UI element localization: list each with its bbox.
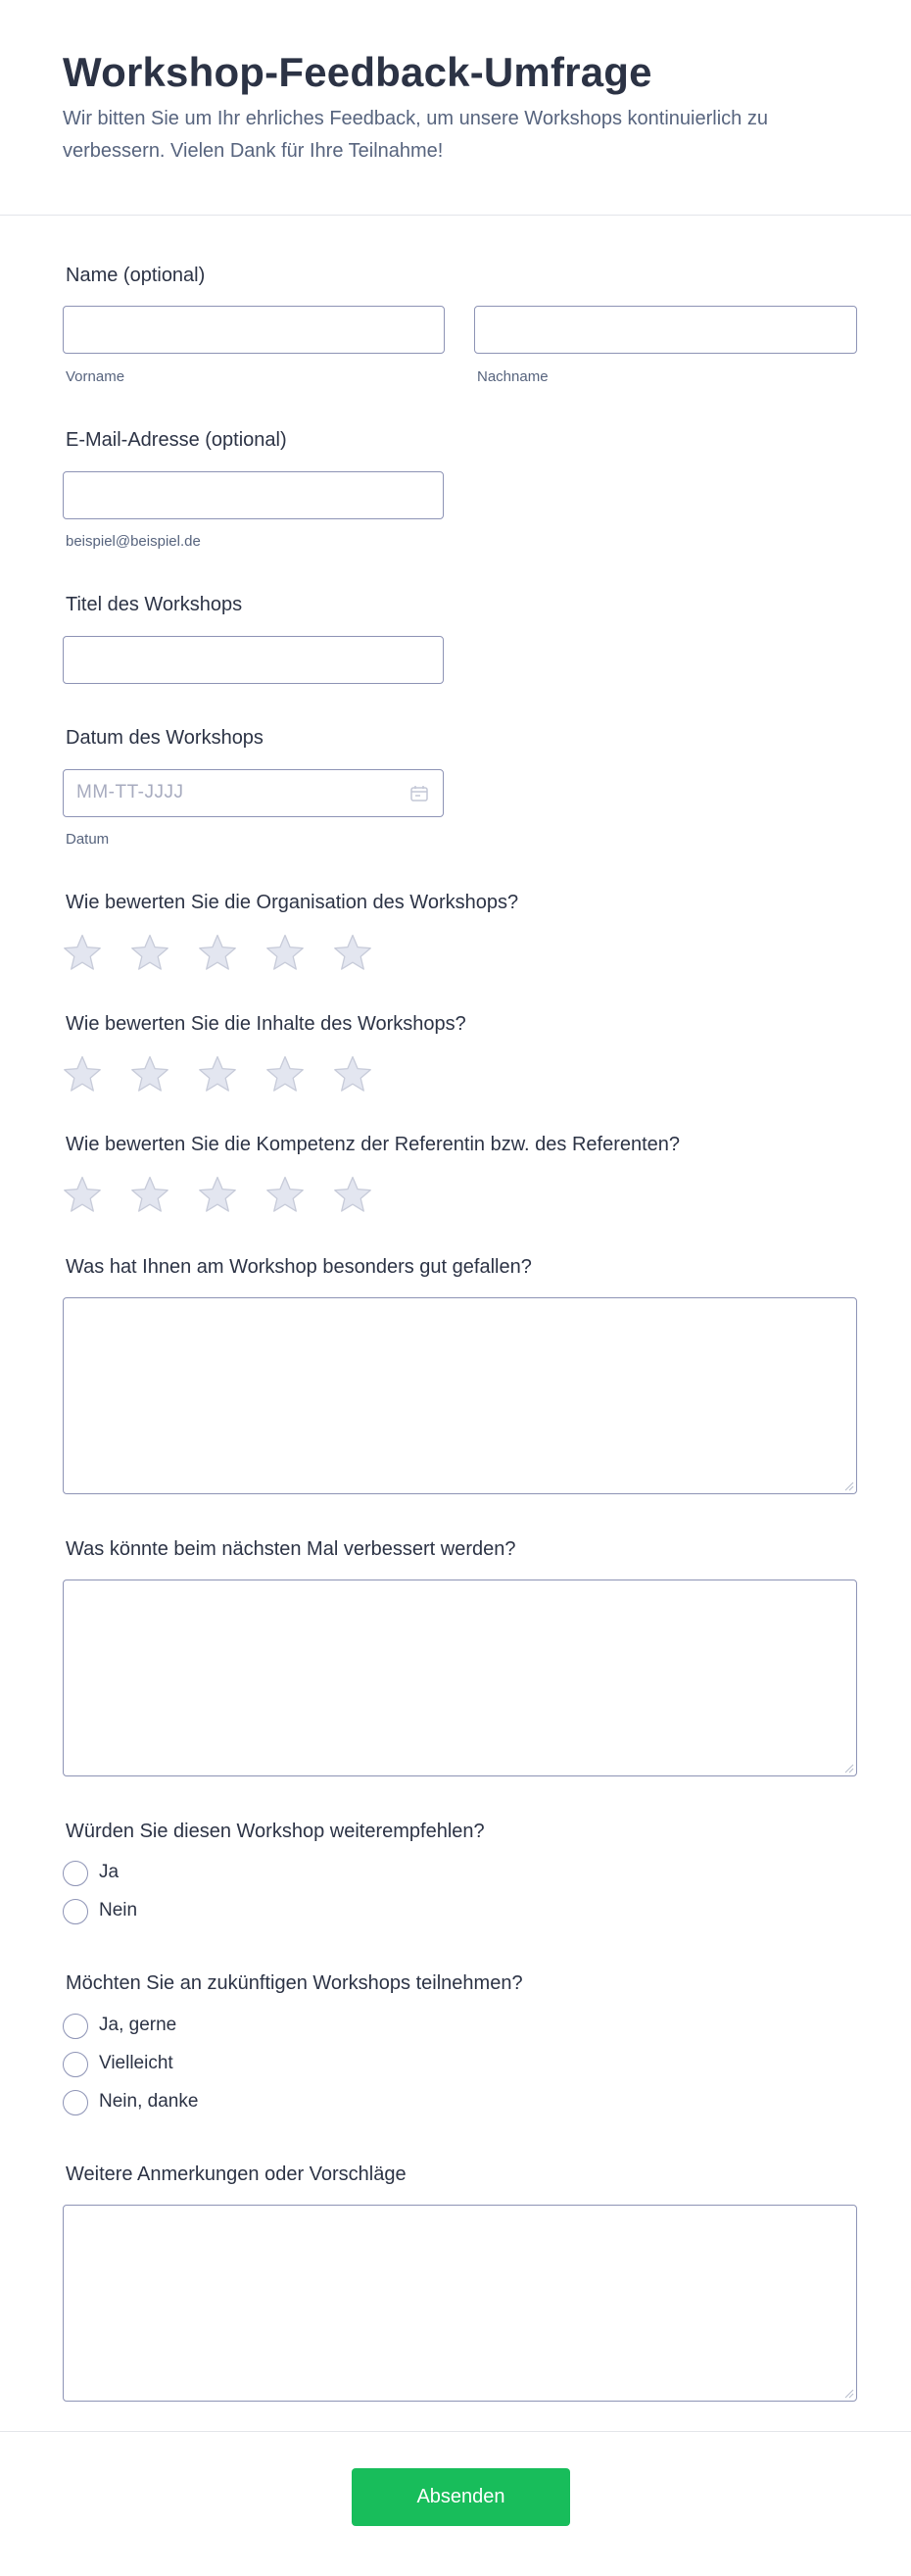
- form-footer: [0, 2431, 911, 2576]
- first-name-input[interactable]: [63, 306, 445, 354]
- star-icon[interactable]: [333, 1175, 372, 1214]
- workshop-date-label: Datum des Workshops: [66, 727, 264, 749]
- first-name-sublabel: Vorname: [66, 368, 125, 385]
- star-icon[interactable]: [265, 933, 305, 972]
- workshop-title-input[interactable]: [63, 636, 444, 684]
- email-sublabel: beispiel@beispiel.de: [66, 533, 201, 550]
- future-option-vielleicht-label[interactable]: Vielleicht: [99, 2053, 173, 2073]
- rating-organisation-label: Wie bewerten Sie die Organisation des Workshops?: [66, 892, 519, 913]
- future-option-gerne-label[interactable]: Ja, gerne: [99, 2015, 177, 2035]
- recommend-label: Würden Sie diesen Workshop weiterempfehlen?: [66, 1821, 485, 1842]
- star-icon[interactable]: [333, 1054, 372, 1094]
- workshop-date-input[interactable]: [63, 769, 444, 817]
- remarks-textarea[interactable]: [63, 2205, 857, 2402]
- star-icon[interactable]: [198, 933, 237, 972]
- date-sublabel: Datum: [66, 831, 110, 848]
- improve-label: Was könnte beim nächsten Mal verbessert werden?: [66, 1538, 516, 1560]
- remarks-label: Weitere Anmerkungen oder Vorschläge: [66, 2163, 407, 2185]
- star-icon[interactable]: [265, 1054, 305, 1094]
- future-label: Möchten Sie an zukünftigen Workshops teilnehmen?: [66, 1972, 523, 1994]
- recommend-option-nein-radio[interactable]: [63, 1899, 88, 1924]
- form-header: [0, 0, 911, 216]
- resize-handle-icon[interactable]: [842, 2387, 854, 2399]
- star-icon[interactable]: [198, 1175, 237, 1214]
- name-label: Name (optional): [66, 265, 206, 286]
- form-title: Workshop-Feedback-Umfrage: [63, 49, 652, 95]
- liked-textarea[interactable]: [63, 1297, 857, 1494]
- star-icon[interactable]: [265, 1175, 305, 1214]
- rating-speaker-label: Wie bewerten Sie die Kompetenz der Referentin bzw. des Referenten?: [66, 1134, 681, 1155]
- recommend-option-ja-label[interactable]: Ja: [99, 1862, 120, 1882]
- star-icon[interactable]: [333, 933, 372, 972]
- star-icon[interactable]: [63, 933, 102, 972]
- last-name-input[interactable]: [474, 306, 857, 354]
- improve-textarea[interactable]: [63, 1580, 857, 1776]
- last-name-sublabel: Nachname: [477, 368, 549, 385]
- recommend-option-ja-radio[interactable]: [63, 1861, 88, 1886]
- email-input[interactable]: [63, 471, 444, 519]
- email-label: E-Mail-Adresse (optional): [66, 429, 287, 451]
- resize-handle-icon[interactable]: [842, 1480, 854, 1491]
- star-icon[interactable]: [63, 1175, 102, 1214]
- rating-content-label: Wie bewerten Sie die Inhalte des Workshops?: [66, 1013, 466, 1035]
- date-placeholder: MM-TT-JJJJ: [76, 782, 184, 802]
- resize-handle-icon[interactable]: [842, 1762, 854, 1774]
- future-option-nein-radio[interactable]: [63, 2090, 88, 2115]
- calendar-icon[interactable]: [409, 784, 429, 803]
- future-option-gerne-radio[interactable]: [63, 2014, 88, 2039]
- submit-button[interactable]: Absenden: [352, 2468, 570, 2526]
- star-icon[interactable]: [130, 1175, 169, 1214]
- recommend-option-nein-label[interactable]: Nein: [99, 1900, 138, 1920]
- star-icon[interactable]: [130, 1054, 169, 1094]
- star-icon[interactable]: [198, 1054, 237, 1094]
- star-icon[interactable]: [63, 1054, 102, 1094]
- workshop-title-label: Titel des Workshops: [66, 594, 243, 615]
- form-description: Wir bitten Sie um Ihr ehrliches Feedback, um unsere Workshops kontinuierlich zu verbessern. Vielen Dank für Ihre Teilnahme!: [63, 108, 768, 162]
- star-icon[interactable]: [130, 933, 169, 972]
- future-option-nein-label[interactable]: Nein, danke: [99, 2091, 199, 2112]
- liked-label: Was hat Ihnen am Workshop besonders gut gefallen?: [66, 1256, 532, 1278]
- future-option-vielleicht-radio[interactable]: [63, 2052, 88, 2077]
